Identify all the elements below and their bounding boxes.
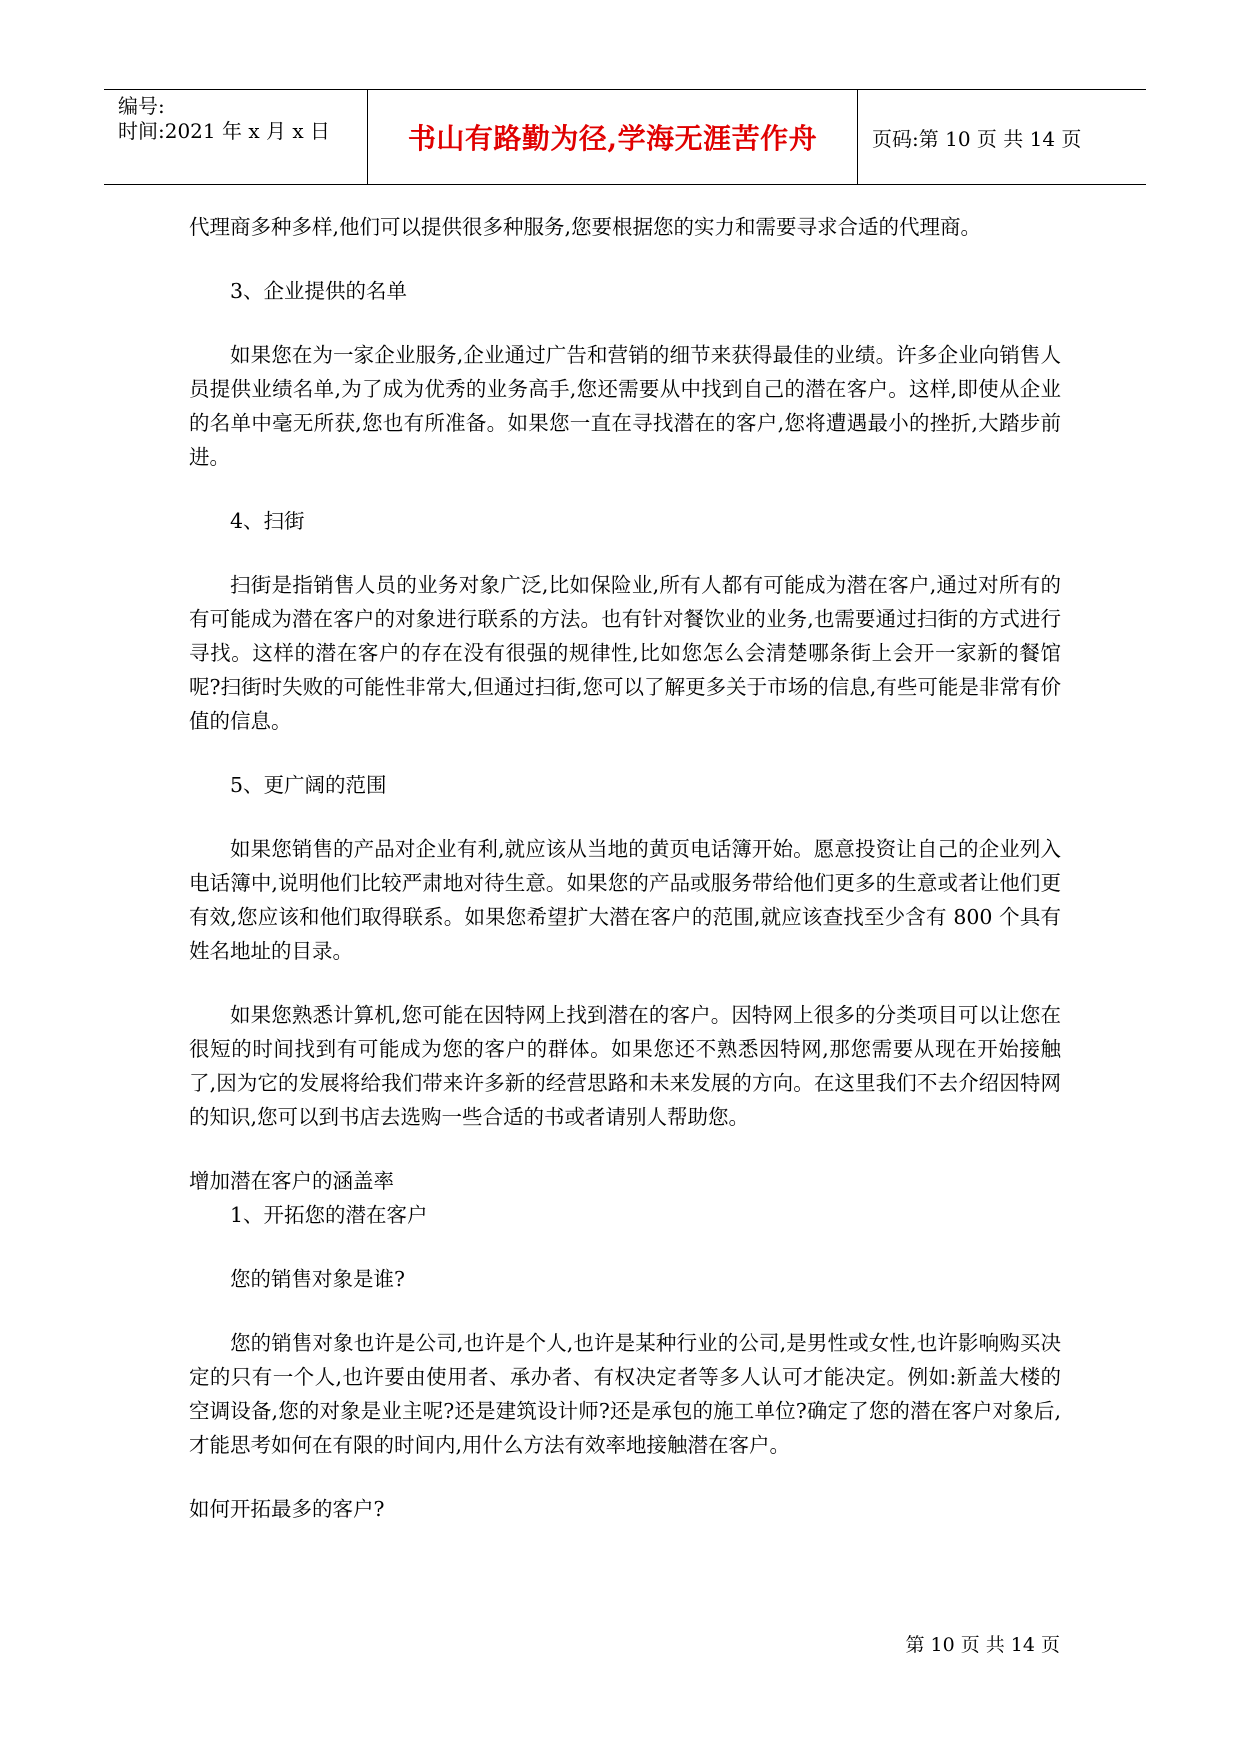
paragraph: 如果您熟悉计算机,您可能在因特网上找到潜在的客户。因特网上很多的分类项目可以让您在很短的时间找到有可能成为您的客户的群体。如果您还不熟悉因特网,那您需要从现在开始接触了,因为它的发展将给我们带来许多新的经营思路和未来发展的方向。在这里我们不去介绍因特网的知识,您可以到书店去选购一些合适的书或者请别人帮助您。 <box>189 1003 1061 1129</box>
paragraph: 如果您销售的产品对企业有利,就应该从当地的黄页电话簿开始。愿意投资让自己的企业列入电话簿中,说明他们比较严肃地对待生意。如果您的产品或服务带给他们更多的生意或者让他们更有效,您应该和他们取得联系。如果您希望扩大潜在客户的范围,就应该查找至少含有 800 个具有姓名地址的目录。 <box>189 837 1061 963</box>
document-header <box>104 89 1146 185</box>
header-info-cell <box>104 90 368 184</box>
header-page-cell <box>858 90 1146 184</box>
header-page-label: 页码:第 10 页 共 14 页 <box>872 126 1082 151</box>
paragraph: 如果您在为一家企业服务,企业通过广告和营销的细节来获得最佳的业绩。许多企业向销售人员提供业绩名单,为了成为优秀的业务高手,您还需要从中找到自己的潜在客户。这样,即使从企业的名单中毫无所获,您也有所准备。如果您一直在寻找潜在的客户,您将遭遇最小的挫折,大踏步前进。 <box>189 343 1061 469</box>
document-time-label: 时间:2021 年 x 月 x 日 <box>118 119 330 143</box>
paragraph: 代理商多种多样,他们可以提供很多种服务,您要根据您的实力和需要寻求合适的代理商。 <box>189 215 982 239</box>
paragraph: 扫街是指销售人员的业务对象广泛,比如保险业,所有人都有可能成为潜在客户,通过对所有的有可能成为潜在客户的对象进行联系的方法。也有针对餐饮业的业务,也需要通过扫街的方式进行寻找。这样的潜在客户的存在没有很强的规律性,比如您怎么会清楚哪条街上会开一家新的餐馆呢?扫街时失败的可能性非常大,但通过扫街,您可以了解更多关于市场的信息,有些可能是非常有价值的信息。 <box>189 573 1061 733</box>
page-footer: 第 10 页 共 14 页 <box>905 1634 1060 1656</box>
subheading: 1、开拓您的潜在客户 <box>230 1203 428 1227</box>
question: 如何开拓最多的客户? <box>189 1497 385 1521</box>
header-motto: 书山有路勤为径,学海无涯苦作舟 <box>407 122 818 155</box>
document-body <box>189 210 1061 1526</box>
document-number-label: 编号: <box>118 94 165 118</box>
section-heading: 增加潜在客户的涵盖率 <box>189 1169 394 1193</box>
header-motto-cell <box>368 90 858 184</box>
subheading: 5、更广阔的范围 <box>230 773 387 797</box>
paragraph: 您的销售对象也许是公司,也许是个人,也许是某种行业的公司,是男性或女性,也许影响购买决定的只有一个人,也许要由使用者、承办者、有权决定者等多人认可才能决定。例如:新盖大楼的空调设备,您的对象是业主呢?还是建筑设计师?还是承包的施工单位?确定了您的潜在客户对象后,才能思考如何在有限的时间内,用什么方法有效率地接触潜在客户。 <box>189 1331 1061 1457</box>
question: 您的销售对象是谁? <box>230 1267 405 1291</box>
subheading: 4、扫街 <box>230 509 305 533</box>
subheading: 3、企业提供的名单 <box>230 279 408 303</box>
